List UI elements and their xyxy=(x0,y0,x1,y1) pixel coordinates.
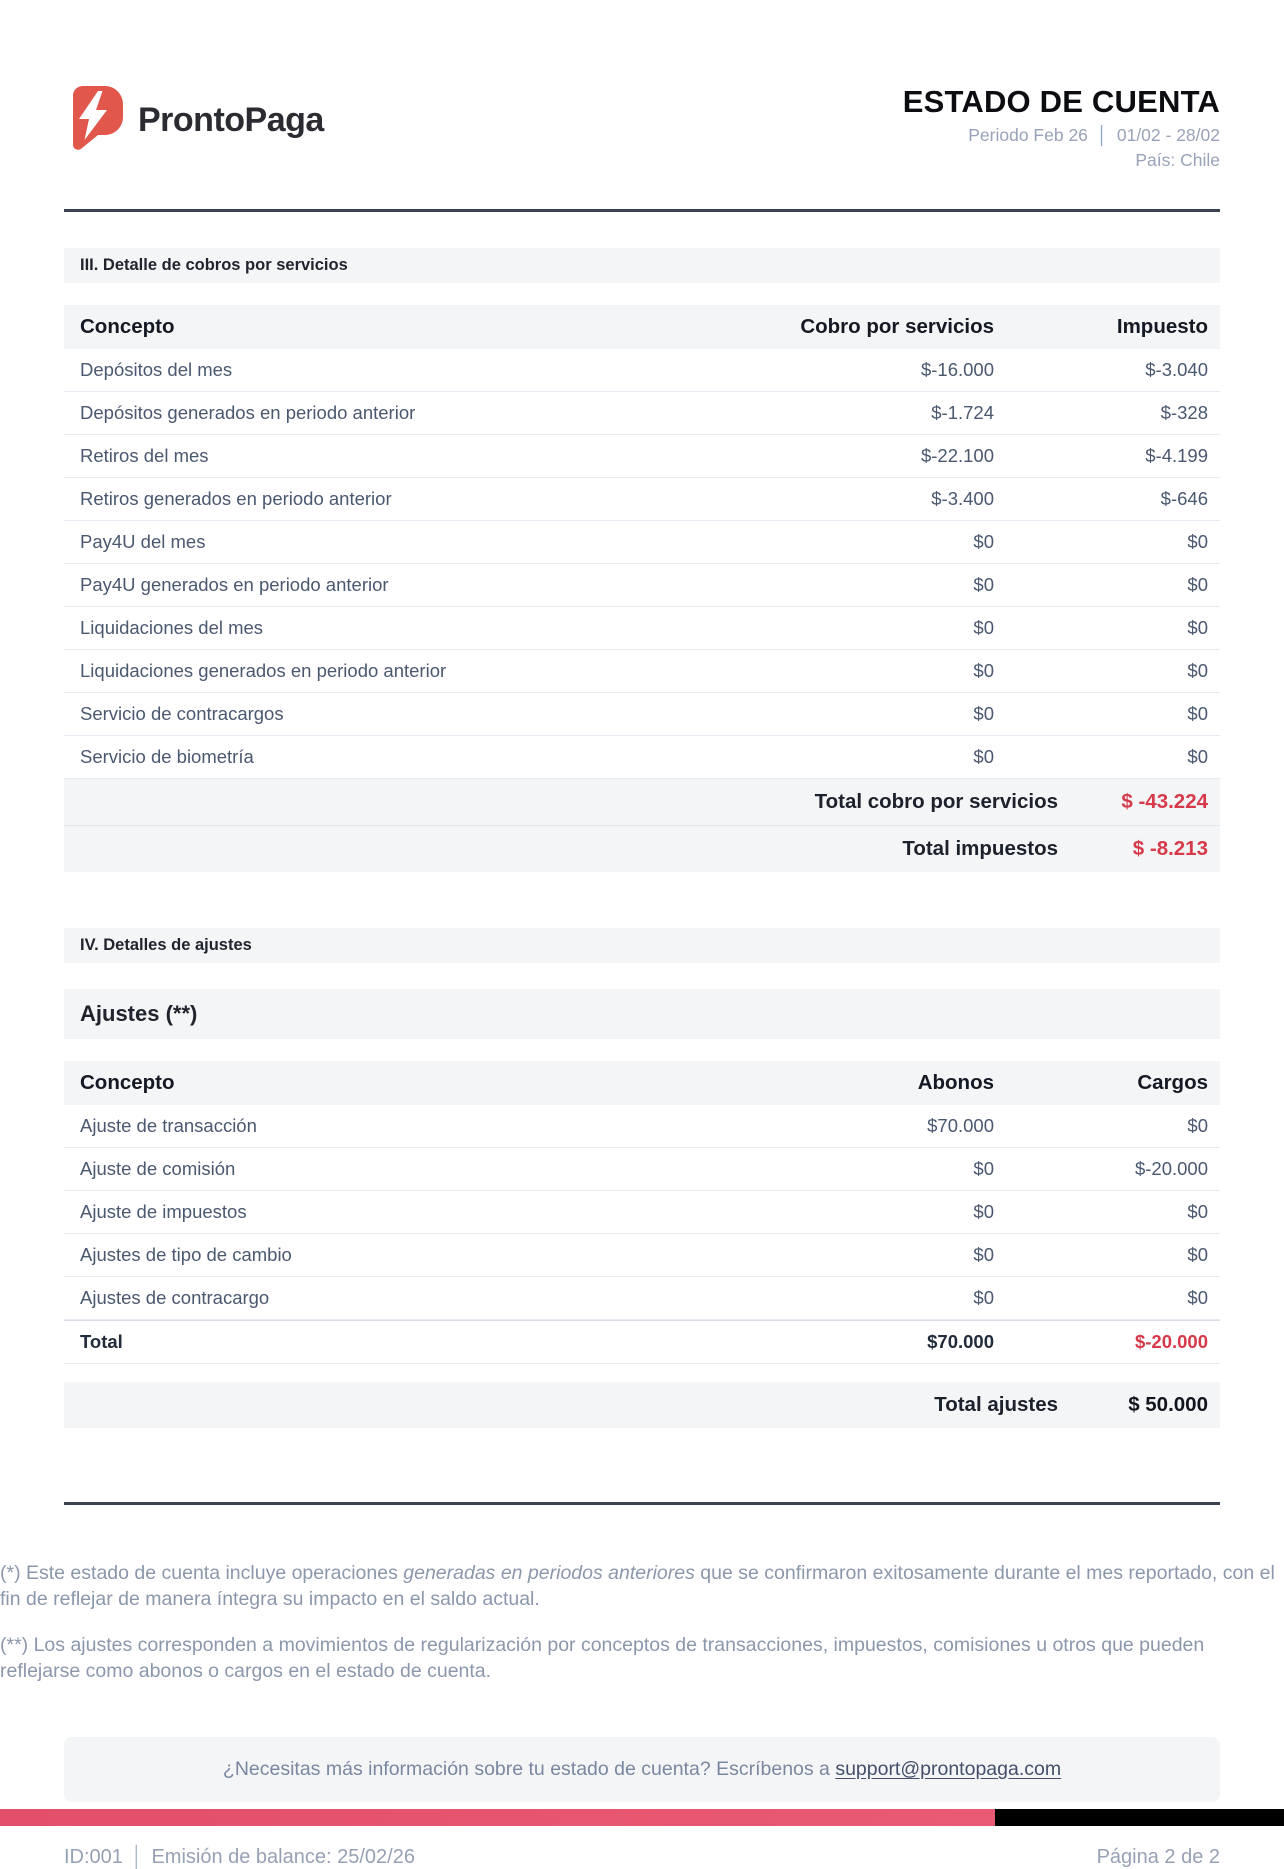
footer-left xyxy=(64,1846,415,1869)
row-concepto: Ajuste de impuestos xyxy=(80,1201,247,1222)
footnote-1 xyxy=(0,1561,1284,1612)
table-row xyxy=(64,564,1220,607)
accent-bar-pink xyxy=(0,1809,995,1826)
row-concepto: Ajuste de transacción xyxy=(80,1115,257,1136)
row-cobro: $0 xyxy=(973,660,994,681)
row-cobro: $0 xyxy=(973,703,994,724)
accent-bar-black xyxy=(995,1809,1284,1826)
ajustes-subheading: Ajustes (**) xyxy=(64,989,1220,1039)
ajustes-total-row xyxy=(64,1320,1220,1364)
brand-logo xyxy=(64,84,324,157)
footnote-1-prefix: (*) Este estado de cuenta incluye operaciones xyxy=(0,1562,404,1584)
footnote-2: (**) Los ajustes corresponden a movimientos de regularización por conceptos de transacciones, impuestos, comisiones u otros que pueden reflejarse como abonos o cargos en el estado de cuenta. xyxy=(0,1634,1205,1683)
row-concepto: Ajuste de comisión xyxy=(80,1158,236,1179)
row-concepto: Servicio de contracargos xyxy=(80,703,284,724)
row-cobro: $-1.724 xyxy=(931,402,994,423)
table-row xyxy=(64,1277,1220,1320)
row-concepto: Retiros generados en periodo anterior xyxy=(80,488,392,509)
table-row xyxy=(64,521,1220,564)
row-cobro: $-16.000 xyxy=(920,359,994,380)
row-impuesto: $0 xyxy=(1187,617,1208,638)
period-separator: │ xyxy=(1096,125,1108,145)
document-title: ESTADO DE CUENTA xyxy=(902,84,1220,119)
row-cargos: $0 xyxy=(1187,1201,1208,1222)
page-footer xyxy=(64,1846,1220,1869)
period-label: Periodo Feb 26 xyxy=(968,125,1088,145)
row-concepto: Pay4U generados en periodo anterior xyxy=(80,574,389,595)
column-header-cargos: Cargos xyxy=(1137,1071,1208,1094)
row-abonos: $0 xyxy=(973,1287,994,1308)
row-concepto: Depósitos generados en periodo anterior xyxy=(80,402,416,423)
row-impuesto: $-646 xyxy=(1160,488,1208,509)
document-period xyxy=(903,125,1220,146)
ajustes-table-header xyxy=(64,1061,1220,1105)
table-row xyxy=(64,392,1220,435)
total-taxes-label: Total impuestos xyxy=(902,837,1058,860)
support-email-link[interactable]: support@prontopaga.com xyxy=(835,1757,1062,1780)
ajustes-total-cargos: $-20.000 xyxy=(1134,1331,1208,1352)
row-cobro: $0 xyxy=(973,531,994,552)
column-header-concepto: Concepto xyxy=(80,1071,175,1094)
row-cargos: $0 xyxy=(1187,1287,1208,1308)
total-ajustes-label: Total ajustes xyxy=(934,1393,1058,1416)
ajustes-total-label: Total xyxy=(80,1331,123,1352)
section3-heading: III. Detalle de cobros por servicios xyxy=(64,248,1220,283)
table-row xyxy=(64,607,1220,650)
table-row xyxy=(64,478,1220,521)
row-cobro: $0 xyxy=(973,617,994,638)
table-row xyxy=(64,1191,1220,1234)
row-abonos: $70.000 xyxy=(927,1115,994,1136)
column-header-abonos: Abonos xyxy=(917,1071,994,1094)
ajustes-total-abonos: $70.000 xyxy=(927,1331,994,1352)
table-row xyxy=(64,349,1220,392)
row-impuesto: $0 xyxy=(1187,531,1208,552)
row-concepto: Liquidaciones del mes xyxy=(80,617,264,638)
footnotes-divider xyxy=(64,1502,1220,1505)
brand-name: ProntoPaga xyxy=(138,101,324,139)
total-ajustes-value: $ 50.000 xyxy=(1128,1393,1208,1416)
services-table xyxy=(64,305,1220,872)
header xyxy=(64,0,1220,171)
help-box xyxy=(64,1737,1220,1802)
total-services-label: Total cobro por servicios xyxy=(814,790,1058,813)
row-concepto: Pay4U del mes xyxy=(80,531,206,552)
section4-heading: IV. Detalles de ajustes xyxy=(64,928,1220,963)
row-impuesto: $0 xyxy=(1187,746,1208,767)
row-concepto: Servicio de biometría xyxy=(80,746,254,767)
table-row xyxy=(64,736,1220,779)
row-cobro: $-3.400 xyxy=(931,488,994,509)
row-abonos: $0 xyxy=(973,1244,994,1265)
row-cargos: $0 xyxy=(1187,1244,1208,1265)
bottom-accent-bar xyxy=(0,1809,1284,1826)
table-row xyxy=(64,1105,1220,1148)
row-cobro: $0 xyxy=(973,746,994,767)
table-row xyxy=(64,1148,1220,1191)
total-services-row xyxy=(64,779,1220,825)
prontopaga-logo-icon xyxy=(64,84,124,157)
document-country: País: Chile xyxy=(1135,150,1220,170)
total-ajustes-section xyxy=(64,1382,1220,1428)
total-services-value: $ -43.224 xyxy=(1121,790,1208,813)
ajustes-table xyxy=(64,1061,1220,1364)
row-impuesto: $0 xyxy=(1187,703,1208,724)
total-taxes-row xyxy=(64,825,1220,872)
table-row xyxy=(64,1234,1220,1277)
period-range: 01/02 - 28/02 xyxy=(1116,125,1220,145)
row-abonos: $0 xyxy=(973,1201,994,1222)
total-taxes-value: $ -8.213 xyxy=(1132,837,1208,860)
row-cobro: $-22.100 xyxy=(920,445,994,466)
table-row xyxy=(64,693,1220,736)
row-impuesto: $0 xyxy=(1187,574,1208,595)
column-header-concepto: Concepto xyxy=(80,315,175,338)
footnote-1-italic: generadas en periodos anteriores xyxy=(403,1562,695,1584)
column-header-impuesto: Impuesto xyxy=(1116,315,1208,338)
row-concepto: Ajustes de contracargo xyxy=(80,1287,270,1308)
row-concepto: Retiros del mes xyxy=(80,445,209,466)
help-text: ¿Necesitas más información sobre tu estado de cuenta? Escríbenos a xyxy=(222,1757,836,1780)
row-impuesto: $-328 xyxy=(1160,402,1208,423)
row-impuesto: $-4.199 xyxy=(1145,445,1208,466)
row-cargos: $-20.000 xyxy=(1134,1158,1208,1179)
row-cobro: $0 xyxy=(973,574,994,595)
footer-emission: Emisión de balance: 25/02/26 xyxy=(151,1845,415,1868)
footer-page-number: Página 2 de 2 xyxy=(1096,1845,1220,1868)
row-abonos: $0 xyxy=(973,1158,994,1179)
footer-id: ID:001 xyxy=(64,1845,123,1868)
document-meta xyxy=(903,84,1220,171)
footnote-1-suffix: que se confirmaron exitosamente durante el mes reportado, con el fin de reflejar de manera íntegra su impacto en el saldo actual. xyxy=(0,1562,1275,1610)
footer-separator: │ xyxy=(130,1845,144,1868)
column-header-cobro: Cobro por servicios xyxy=(800,315,994,338)
row-impuesto: $0 xyxy=(1187,660,1208,681)
row-cargos: $0 xyxy=(1187,1115,1208,1136)
row-impuesto: $-3.040 xyxy=(1145,359,1208,380)
table-row xyxy=(64,650,1220,693)
row-concepto: Ajustes de tipo de cambio xyxy=(80,1244,292,1265)
row-concepto: Liquidaciones generados en periodo anterior xyxy=(80,660,447,681)
services-table-header xyxy=(64,305,1220,349)
total-ajustes-row xyxy=(64,1382,1220,1428)
header-divider xyxy=(64,209,1220,212)
table-row xyxy=(64,435,1220,478)
row-concepto: Depósitos del mes xyxy=(80,359,233,380)
